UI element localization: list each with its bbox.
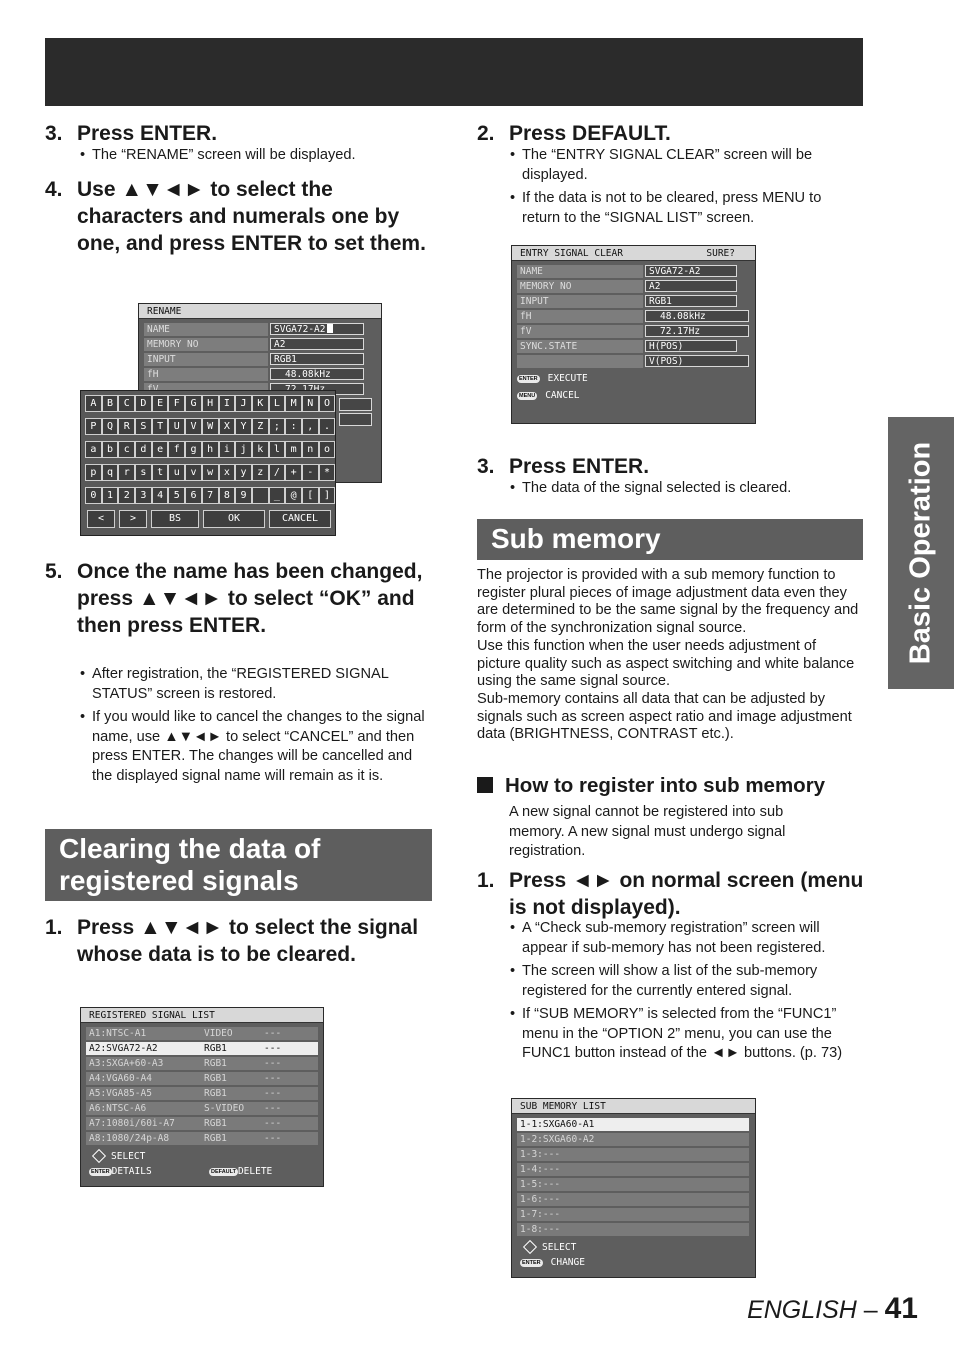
signal-type: S-VIDEO [204, 1103, 245, 1114]
keyboard-key[interactable] [252, 487, 269, 504]
signal-status: --- [264, 1073, 282, 1084]
keyboard-key[interactable]: S [135, 418, 152, 435]
signal-row[interactable] [86, 1132, 318, 1145]
info-row [517, 310, 752, 323]
left-step-4 [45, 176, 435, 257]
keyboard-key[interactable]: R [118, 418, 135, 435]
right-step-1-notes [508, 919, 860, 1068]
signal-row[interactable] [86, 1072, 318, 1085]
row-label: NAME [517, 265, 643, 278]
keyboard-key[interactable]: p [85, 464, 102, 481]
signal-type: RGB1 [204, 1058, 227, 1069]
keyboard-key[interactable]: @ [285, 487, 302, 504]
signal-status: --- [264, 1118, 282, 1129]
keyboard-key[interactable]: D [135, 395, 152, 412]
sub-memory-intro: The projector is provided with a sub memory function to register plural pieces of image adjustment data even they are determined to be the same signal by the frequency and form of the synchronization signal source. Use this function when the user needs adjustment of picture quality such as aspect switching and white balance using the same signal source. Sub-memory contains all data that can be adjusted by signals such as screen aspect ratio and image adjustment data (BRIGHTNESS, CONTRAST etc.). [477, 567, 859, 743]
hidden-field [339, 398, 372, 411]
sub-memory-row[interactable]: 1-6:--- [517, 1193, 749, 1206]
sure-prompt: SURE? [706, 248, 735, 259]
details-hint [89, 1166, 152, 1177]
keyboard-key[interactable]: 6 [185, 487, 202, 504]
left-step-1 [45, 914, 435, 968]
signal-row[interactable] [86, 1117, 318, 1130]
note: • A “Check sub-memory registration” screen will appear if sub-memory has not been registered. [508, 919, 860, 958]
step-title: Press DEFAULT. [509, 122, 671, 145]
keyboard-key[interactable]: [ [302, 487, 319, 504]
change-hint [520, 1257, 585, 1268]
signal-type: RGB1 [204, 1133, 227, 1144]
left-step-3 [45, 120, 435, 147]
signal-name: A6:NTSC-A6 [89, 1103, 147, 1114]
row-value: RGB1 [270, 353, 364, 365]
signal-row[interactable] [86, 1057, 318, 1070]
enter-key-icon: ENTER [522, 1260, 541, 1266]
keyboard-key[interactable]: M [285, 395, 302, 412]
cursor-right-button[interactable]: > [119, 510, 147, 528]
keyboard-key[interactable]: g [185, 441, 202, 458]
keyboard-key[interactable]: l [269, 441, 286, 458]
row-value: A2 [270, 338, 364, 350]
row-label: MEMORY NO [517, 280, 643, 293]
keyboard-key[interactable]: V [185, 418, 202, 435]
header-bar [45, 38, 863, 106]
keyboard-key[interactable]: q [102, 464, 119, 481]
row-value: RGB1 [645, 295, 737, 307]
row-value: V(POS) [645, 355, 749, 367]
screen-title: SUB MEMORY LIST [512, 1099, 755, 1114]
signal-row[interactable] [86, 1102, 318, 1115]
key-row [85, 395, 335, 412]
note: • After registration, the “REGISTERED SIGNAL STATUS” screen is restored. [78, 665, 430, 704]
keyboard-key[interactable]: y [235, 464, 252, 481]
keyboard-key[interactable]: m [285, 441, 302, 458]
keyboard-key[interactable]: 0 [85, 487, 102, 504]
keyboard-key[interactable]: Q [102, 418, 119, 435]
section-heading-clearing: Clearing the data of registered signals [45, 829, 432, 901]
select-hint [520, 1239, 576, 1253]
keyboard-key[interactable]: B [102, 395, 119, 412]
hint-label: SELECT [542, 1242, 577, 1253]
keyboard-key[interactable]: f [168, 441, 185, 458]
right-step-3-notes [508, 479, 860, 503]
sub-memory-row[interactable]: 1-5:--- [517, 1178, 749, 1191]
step-number: 3. [45, 122, 63, 145]
sub-memory-row[interactable]: 1-7:--- [517, 1208, 749, 1221]
keyboard-key[interactable]: _ [269, 487, 286, 504]
hint-label: CHANGE [550, 1257, 585, 1268]
keyboard-key[interactable]: c [118, 441, 135, 458]
row-value: SVGA72-A2 [645, 265, 737, 277]
keyboard-key[interactable]: 1 [102, 487, 119, 504]
cursor-left-button[interactable]: < [87, 510, 115, 528]
row-label: MEMORY NO [144, 338, 268, 351]
keyboard-key[interactable]: C [118, 395, 135, 412]
side-tab-label: Basic Operation [904, 441, 937, 665]
signal-row-selected[interactable] [86, 1042, 318, 1055]
rename-row [144, 323, 374, 336]
keyboard-key[interactable]: 8 [219, 487, 236, 504]
note: • The screen will show a list of the sub-memory registered for the currently entered signal. [508, 962, 860, 1001]
enter-key-icon: ENTER [519, 376, 538, 382]
signal-type: RGB1 [204, 1088, 227, 1099]
keyboard-key[interactable]: I [219, 395, 236, 412]
signal-status: --- [264, 1088, 282, 1099]
page-footer [747, 1292, 918, 1326]
section-heading-sub-memory: Sub memory [477, 519, 863, 560]
side-tab [888, 417, 954, 689]
default-key-icon: DEFAULT [211, 1169, 236, 1175]
select-hint [89, 1148, 145, 1162]
keyboard-key[interactable]: , [302, 418, 319, 435]
screen-title [512, 246, 755, 261]
title-text: ENTRY SIGNAL CLEAR [520, 248, 623, 259]
step-number: 5. [45, 560, 63, 583]
keyboard-key[interactable]: 7 [202, 487, 219, 504]
signal-status: --- [264, 1043, 282, 1054]
signal-name: A1:NTSC-A1 [89, 1028, 147, 1039]
hint-label: EXECUTE [547, 373, 588, 384]
signal-type: RGB1 [204, 1043, 227, 1054]
execute-hint [517, 373, 588, 384]
keyboard-key[interactable]: ; [269, 418, 286, 435]
subsection-heading [477, 773, 867, 799]
keyboard-key[interactable]: F [168, 395, 185, 412]
footer-language: ENGLISH [747, 1296, 857, 1324]
keyboard-key[interactable]: T [152, 418, 169, 435]
keyboard-key[interactable]: - [302, 464, 319, 481]
right-step-2-notes [508, 146, 860, 232]
signal-name: A3:SXGA+60-A3 [89, 1058, 164, 1069]
keyboard-key[interactable]: i [219, 441, 236, 458]
screen-title: RENAME [139, 304, 381, 319]
keyboard-key[interactable]: e [152, 441, 169, 458]
menu-key-icon: MENU [519, 393, 536, 399]
keyboard-key[interactable]: r [118, 464, 135, 481]
keyboard-key[interactable]: L [269, 395, 286, 412]
keyboard-key[interactable]: b [102, 441, 119, 458]
step-title: Use ▲▼◄► to select the characters and numerals one by one, and press ENTER to set them. [77, 178, 426, 255]
signal-type: VIDEO [204, 1028, 233, 1039]
row-value: 48.08kHz [270, 368, 364, 380]
keyboard-key[interactable]: s [135, 464, 152, 481]
page-number: 41 [884, 1292, 918, 1325]
sub-memory-list-screen [511, 1098, 756, 1278]
keyboard-key[interactable]: A [85, 395, 102, 412]
note: • The “RENAME” screen will be displayed. [78, 146, 428, 166]
keyboard-key[interactable]: + [285, 464, 302, 481]
keyboard-key[interactable]: d [135, 441, 152, 458]
step-number: 3. [477, 455, 495, 478]
screen-title: REGISTERED SIGNAL LIST [81, 1008, 323, 1023]
keyboard-key[interactable]: X [219, 418, 236, 435]
row-label: INPUT [517, 295, 643, 308]
cancel-button[interactable]: CANCEL [269, 510, 331, 528]
step-title: Press ENTER. [509, 455, 650, 478]
backspace-button[interactable]: BS [151, 510, 199, 528]
keyboard-key[interactable]: o [319, 441, 336, 458]
row-label: fV [517, 325, 643, 338]
note: • If “SUB MEMORY” is selected from the “FUNC1” menu in the “OPTION 2” menu, you can use the FUNC1 button instead of the ◄► buttons. (p. 73) [508, 1005, 860, 1064]
keyboard-key[interactable]: Y [235, 418, 252, 435]
keyboard-key[interactable]: h [202, 441, 219, 458]
four-way-arrow-icon [522, 1239, 536, 1253]
four-way-arrow-icon [91, 1148, 105, 1162]
keyboard-key[interactable]: k [252, 441, 269, 458]
keyboard-key[interactable]: w [202, 464, 219, 481]
left-step-3-notes [78, 146, 428, 170]
step-title: Once the name has been changed, press ▲▼◄► to select “OK” and then press ENTER. [77, 560, 423, 637]
step-number: 4. [45, 178, 63, 201]
key-row [85, 464, 335, 481]
keyboard-key[interactable]: 5 [168, 487, 185, 504]
keyboard-key[interactable]: K [252, 395, 269, 412]
hint-label: CANCEL [545, 390, 580, 401]
key-row [85, 418, 335, 435]
keyboard-key[interactable]: J [235, 395, 252, 412]
left-step-5 [45, 558, 435, 639]
keyboard-key[interactable]: H [202, 395, 219, 412]
signal-name: A2:SVGA72-A2 [89, 1043, 158, 1054]
hidden-field [339, 413, 372, 426]
right-step-1 [477, 867, 867, 921]
subsection-title: How to register into sub memory [505, 774, 826, 797]
signal-type: RGB1 [204, 1073, 227, 1084]
keyboard-key[interactable]: ] [319, 487, 336, 504]
hint-label: DETAILS [111, 1166, 152, 1177]
signal-type: RGB1 [204, 1118, 227, 1129]
row-value: 48.08kHz [645, 310, 749, 322]
keyboard-key[interactable]: x [219, 464, 236, 481]
step-title: Press ENTER. [77, 122, 218, 145]
keyboard-key[interactable]: 2 [118, 487, 135, 504]
keyboard-key[interactable]: N [302, 395, 319, 412]
row-value: A2 [645, 280, 737, 292]
signal-status: --- [264, 1028, 282, 1039]
row-value: H(POS) [645, 340, 737, 352]
right-step-3 [477, 453, 867, 480]
cancel-hint [517, 390, 580, 401]
rename-row [144, 368, 374, 381]
info-row [517, 340, 752, 353]
keyboard-key[interactable]: z [252, 464, 269, 481]
keyboard-key[interactable]: W [202, 418, 219, 435]
signal-row[interactable] [86, 1087, 318, 1100]
info-row [517, 355, 752, 368]
sub-memory-row[interactable]: 1-2:SXGA60-A2 [517, 1133, 749, 1146]
info-row [517, 280, 752, 293]
hint-label: SELECT [111, 1151, 146, 1162]
row-label: SYNC.STATE [517, 340, 643, 353]
signal-status: --- [264, 1058, 282, 1069]
row-value: 72.17Hz [645, 325, 749, 337]
signal-name: A4:VGA60-A4 [89, 1073, 152, 1084]
signal-row[interactable] [86, 1027, 318, 1040]
step-number: 1. [477, 869, 495, 892]
keyboard-key[interactable]: U [168, 418, 185, 435]
signal-name: A5:VGA85-A5 [89, 1088, 152, 1099]
note: • The “ENTRY SIGNAL CLEAR” screen will be displayed. [508, 146, 860, 185]
keyboard-key[interactable]: * [319, 464, 336, 481]
step-title: Press ◄► on normal screen (menu is not displayed). [509, 869, 864, 919]
info-row [517, 295, 752, 308]
sub-memory-row-selected[interactable]: 1-1:SXGA60-A1 [517, 1118, 749, 1131]
info-row [517, 265, 752, 278]
keyboard-key[interactable]: G [185, 395, 202, 412]
keyboard-key[interactable]: 3 [135, 487, 152, 504]
right-step-2 [477, 120, 867, 147]
subsection-text: A new signal cannot be registered into sub memory. A new signal must undergo signal registration. [509, 804, 786, 859]
rename-row [144, 353, 374, 366]
row-label: fH [144, 368, 268, 381]
square-bullet-icon [477, 777, 493, 793]
keyboard-key[interactable]: / [269, 464, 286, 481]
signal-status: --- [264, 1133, 282, 1144]
keyboard-key[interactable]: j [235, 441, 252, 458]
signal-name: A8:1080/24p-A8 [89, 1133, 170, 1144]
keyboard-key[interactable]: : [285, 418, 302, 435]
name-field[interactable] [270, 323, 364, 335]
signal-name: A7:1080i/60i-A7 [89, 1118, 175, 1129]
keyboard-key[interactable]: O [319, 395, 336, 412]
step-number: 1. [45, 916, 63, 939]
keyboard-key[interactable]: Z [252, 418, 269, 435]
keyboard-key[interactable]: 4 [152, 487, 169, 504]
row-value: SVGA72-A2 [274, 324, 326, 335]
footer-dash: – [856, 1296, 885, 1324]
delete-hint [209, 1166, 272, 1177]
entry-signal-clear-screen [511, 245, 756, 424]
row-label: fH [517, 310, 643, 323]
keyboard-key[interactable]: E [152, 395, 169, 412]
left-step-5-notes [78, 665, 430, 790]
hint-label: DELETE [237, 1166, 273, 1177]
ok-button[interactable]: OK [203, 510, 265, 528]
registered-signal-list-screen [80, 1007, 324, 1187]
key-row [85, 441, 335, 458]
sub-memory-row[interactable]: 1-8:--- [517, 1223, 749, 1236]
row-label: INPUT [144, 353, 268, 366]
text-cursor [327, 324, 333, 333]
keyboard-key[interactable]: a [85, 441, 102, 458]
rename-row [144, 338, 374, 351]
keyboard-key[interactable]: n [302, 441, 319, 458]
step-number: 2. [477, 122, 495, 145]
note: • If the data is not to be cleared, press MENU to return to the “SIGNAL LIST” screen. [508, 189, 860, 228]
keyboard-key[interactable]: 9 [235, 487, 252, 504]
keyboard-key[interactable]: u [168, 464, 185, 481]
note: • If you would like to cancel the changes to the signal name, use ▲▼◄► to select “CANCEL” and then press ENTER. The changes will be cancelled and the displayed signal name will remain as it is. [78, 708, 430, 786]
keyboard-key[interactable]: v [185, 464, 202, 481]
step-title: Press ▲▼◄► to select the signal whose data is to be cleared. [77, 916, 419, 966]
sub-memory-row[interactable]: 1-4:--- [517, 1163, 749, 1176]
row-label [517, 355, 643, 368]
keyboard-key[interactable]: t [152, 464, 169, 481]
sub-memory-row[interactable]: 1-3:--- [517, 1148, 749, 1161]
note: • The data of the signal selected is cleared. [508, 479, 860, 499]
info-row [517, 325, 752, 338]
signal-status: --- [264, 1103, 282, 1114]
keyboard-key[interactable]: . [319, 418, 336, 435]
row-label: NAME [144, 323, 268, 336]
character-keyboard [80, 390, 336, 536]
key-row [85, 487, 335, 504]
enter-key-icon: ENTER [91, 1169, 110, 1175]
keyboard-key[interactable]: P [85, 418, 102, 435]
